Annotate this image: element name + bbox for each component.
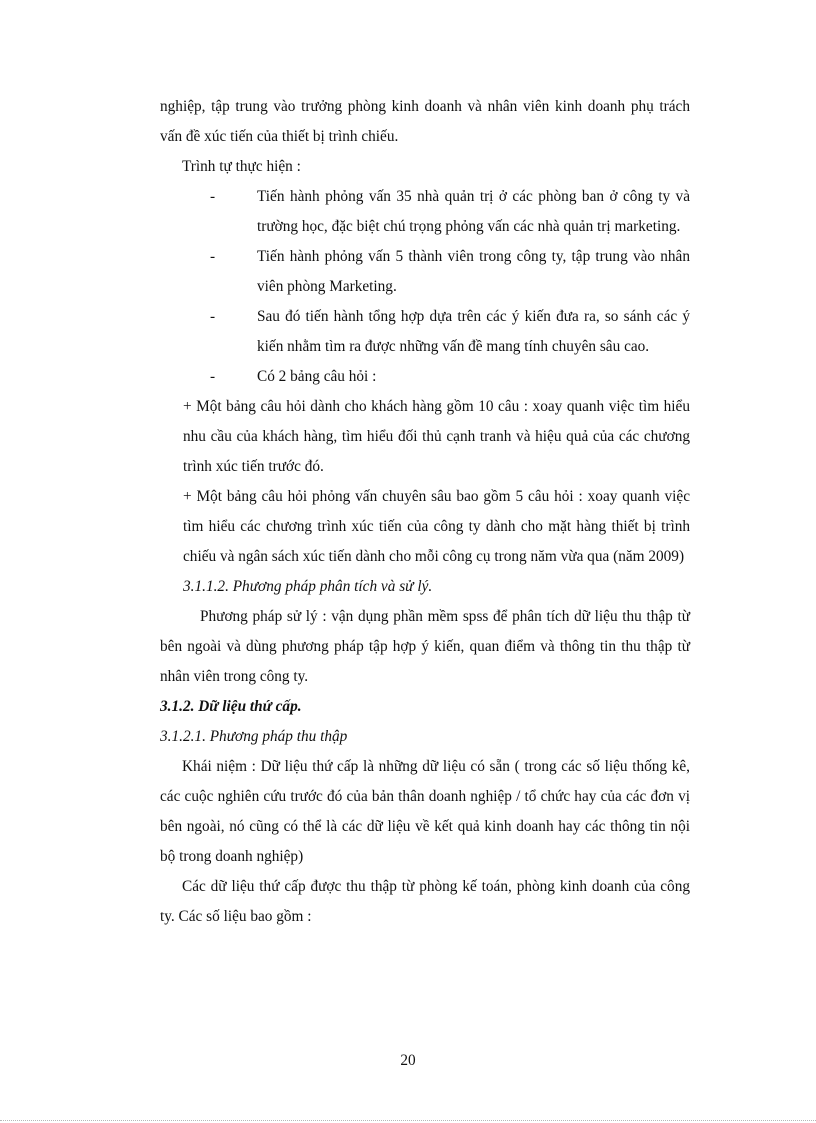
- plus-item: + Một bảng câu hỏi phỏng vấn chuyên sâu bao gồm 5 câu hỏi : xoay quanh việc tìm hiểu các chương trình xúc tiến của công ty dành cho mặt hàng thiết bị trình chiếu và ngân sách xúc tiến dành cho mỗi công cụ trong năm vừa qua (năm 2009): [183, 488, 690, 565]
- bullet-text: Có 2 bảng câu hỏi :: [257, 368, 377, 385]
- bullet-item: [207, 182, 690, 242]
- concept-paragraph: Khái niệm : Dữ liệu thứ cấp là những dữ liệu có sẵn ( trong các số liệu thống kê, các cuộc nghiên cứu trước đó của bản thân doanh nghiệp / tổ chức hay của các đơn vị bên ngoài, nó cũng có thể là các dữ liệu về kết quả kinh doanh hay các thông tin nội bộ trong doanh nghiệp): [160, 758, 690, 865]
- bullet-item: [207, 302, 690, 362]
- section-heading-analysis: 3.1.1.2. Phương pháp phân tích và sử lý.: [183, 578, 433, 595]
- intro-paragraph: nghiệp, tập trung vào trưởng phòng kinh doanh và nhân viên kinh doanh phụ trách vấn đề xúc tiến của thiết bị trình chiếu.: [160, 98, 690, 145]
- page-number: 20: [400, 1052, 416, 1069]
- analysis-paragraph: Phương pháp sử lý : vận dụng phần mềm spss để phân tích dữ liệu thu thập từ bên ngoài và dùng phương pháp tập hợp ý kiến, quan điểm và thông tin thu thập từ nhân viên trong công ty.: [160, 608, 690, 685]
- bullet-dash: -: [210, 188, 216, 205]
- sources-paragraph: Các dữ liệu thứ cấp được thu thập từ phòng kế toán, phòng kinh doanh của công ty. Các số liệu bao gồm :: [160, 878, 690, 925]
- bullet-dash: -: [210, 368, 216, 385]
- bullet-text: Tiến hành phỏng vấn 35 nhà quản trị ở các phòng ban ở công ty và trường học, đặc biệt chú trọng phỏng vấn các nhà quản trị marketing.: [257, 188, 690, 235]
- bullet-item: [207, 362, 690, 392]
- section-heading-collection: 3.1.2.1. Phương pháp thu thập: [160, 728, 348, 745]
- procedure-label: Trình tự thực hiện :: [182, 158, 301, 175]
- plus-item: + Một bảng câu hỏi dành cho khách hàng gồm 10 câu : xoay quanh việc tìm hiểu nhu cầu của khách hàng, tìm hiểu đối thủ cạnh tranh và hiệu quả của các chương trình xúc tiến trước đó.: [183, 398, 690, 475]
- bullet-dash: -: [210, 248, 216, 265]
- section-heading-secondary-data: 3.1.2. Dữ liệu thứ cấp.: [160, 698, 302, 715]
- bullet-dash: -: [210, 308, 216, 325]
- page-body: [160, 92, 690, 932]
- bullet-text: Sau đó tiến hành tổng hợp dựa trên các ý kiến đưa ra, so sánh các ý kiến nhằm tìm ra được những vấn đề mang tính chuyên sâu cao.: [257, 308, 690, 355]
- page-bottom-border: [0, 1120, 816, 1121]
- bullet-item: [207, 242, 690, 302]
- bullet-text: Tiến hành phỏng vấn 5 thành viên trong công ty, tập trung vào nhân viên phòng Marketing.: [257, 248, 690, 295]
